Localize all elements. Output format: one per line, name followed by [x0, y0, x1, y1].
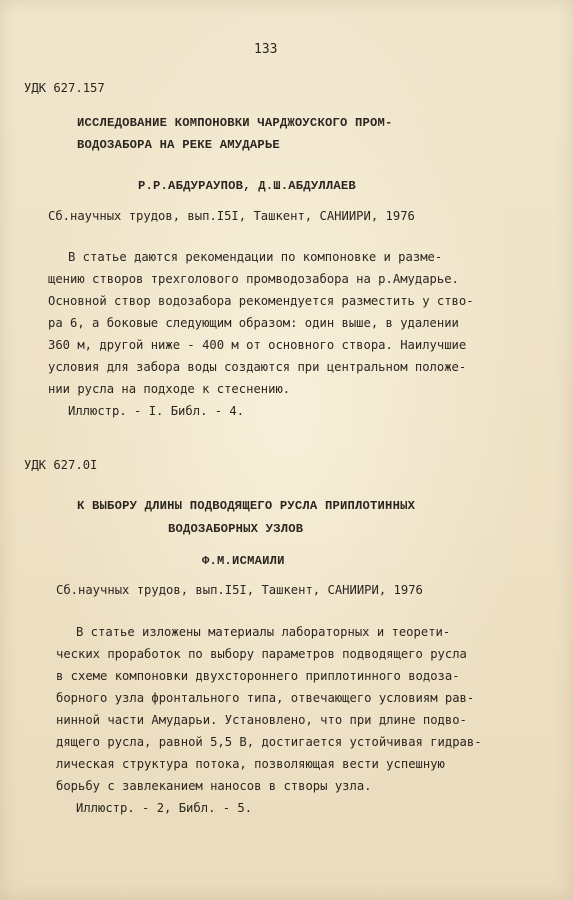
article-2-authors: Ф.М.ИСМАИЛИ — [202, 554, 285, 568]
article-1-references: Иллюстр. - I. Библ. - 4. — [68, 404, 245, 418]
article-2-abstract-line-2: ческих проработок по выбору параметров подводящего русла — [56, 647, 467, 661]
article-2-title-line-2: ВОДОЗАБОРНЫХ УЗЛОВ — [168, 522, 304, 536]
article-1-abstract-line-6: условия для забора воды создаются при центральном положе- — [48, 360, 467, 374]
article-2-abstract-line-3: в схеме компоновки двухстороннего приплотинного водоза- — [56, 669, 460, 683]
article-1-authors: Р.Р.АБДУРАУПОВ, Д.Ш.АБДУЛЛАЕВ — [138, 179, 356, 193]
udc-code-2: УДК 627.0I — [24, 458, 98, 472]
article-1-abstract-line-2: щению створов трехголового промводозабора на р.Амударье. — [48, 272, 459, 286]
article-2-abstract-line-1: В статье изложены материалы лабораторных и теорети- — [76, 625, 451, 639]
article-1-abstract-line-5: 360 м, другой ниже - 400 м от основного створа. Наилучшие — [48, 338, 467, 352]
article-1-abstract-line-1: В статье даются рекомендации по компоновке и разме- — [68, 250, 443, 264]
article-2-source: Сб.научных трудов, вып.I5I, Ташкент, САНИИРИ, 1976 — [56, 583, 423, 597]
udc-code-1: УДК 627.157 — [24, 81, 105, 95]
article-2-abstract-line-4: борного узла фронтального типа, отвечающего условиям рав- — [56, 691, 475, 705]
article-2-abstract-line-5: нинной части Амударьи. Установлено, что при длине подво- — [56, 713, 467, 727]
article-1-abstract-line-7: нии русла на подходе к стеснению. — [48, 382, 291, 396]
article-2-abstract-line-8: борьбу с завлеканием наносов в створы узла. — [56, 779, 372, 793]
article-2-references: Иллюстр. - 2, Библ. - 5. — [76, 801, 253, 815]
article-2-abstract-line-6: дящего русла, равной 5,5 В, достигается устойчивая гидрав- — [56, 735, 482, 749]
article-2-title-line-1: К ВЫБОРУ ДЛИНЫ ПОДВОДЯЩЕГО РУСЛА ПРИПЛОТИННЫХ — [77, 499, 416, 513]
page-number: 133 — [254, 42, 278, 57]
article-1-abstract-line-3: Основной створ водозабора рекомендуется разместить у ство- — [48, 294, 474, 308]
article-2-abstract-line-7: лическая структура потока, позволяющая вести успешную — [56, 757, 445, 771]
article-1-title-line-2: ВОДОЗАБОРА НА РЕКЕ АМУДАРЬЕ — [77, 138, 280, 152]
article-1-title-line-1: ИССЛЕДОВАНИЕ КОМПОНОВКИ ЧАРДЖОУСКОГО ПРОМ- — [77, 116, 393, 130]
article-1-abstract-line-4: ра 6, а боковые следующим образом: один выше, в удалении — [48, 316, 459, 330]
article-1-source: Сб.научных трудов, вып.I5I, Ташкент, САНИИРИ, 1976 — [48, 209, 415, 223]
